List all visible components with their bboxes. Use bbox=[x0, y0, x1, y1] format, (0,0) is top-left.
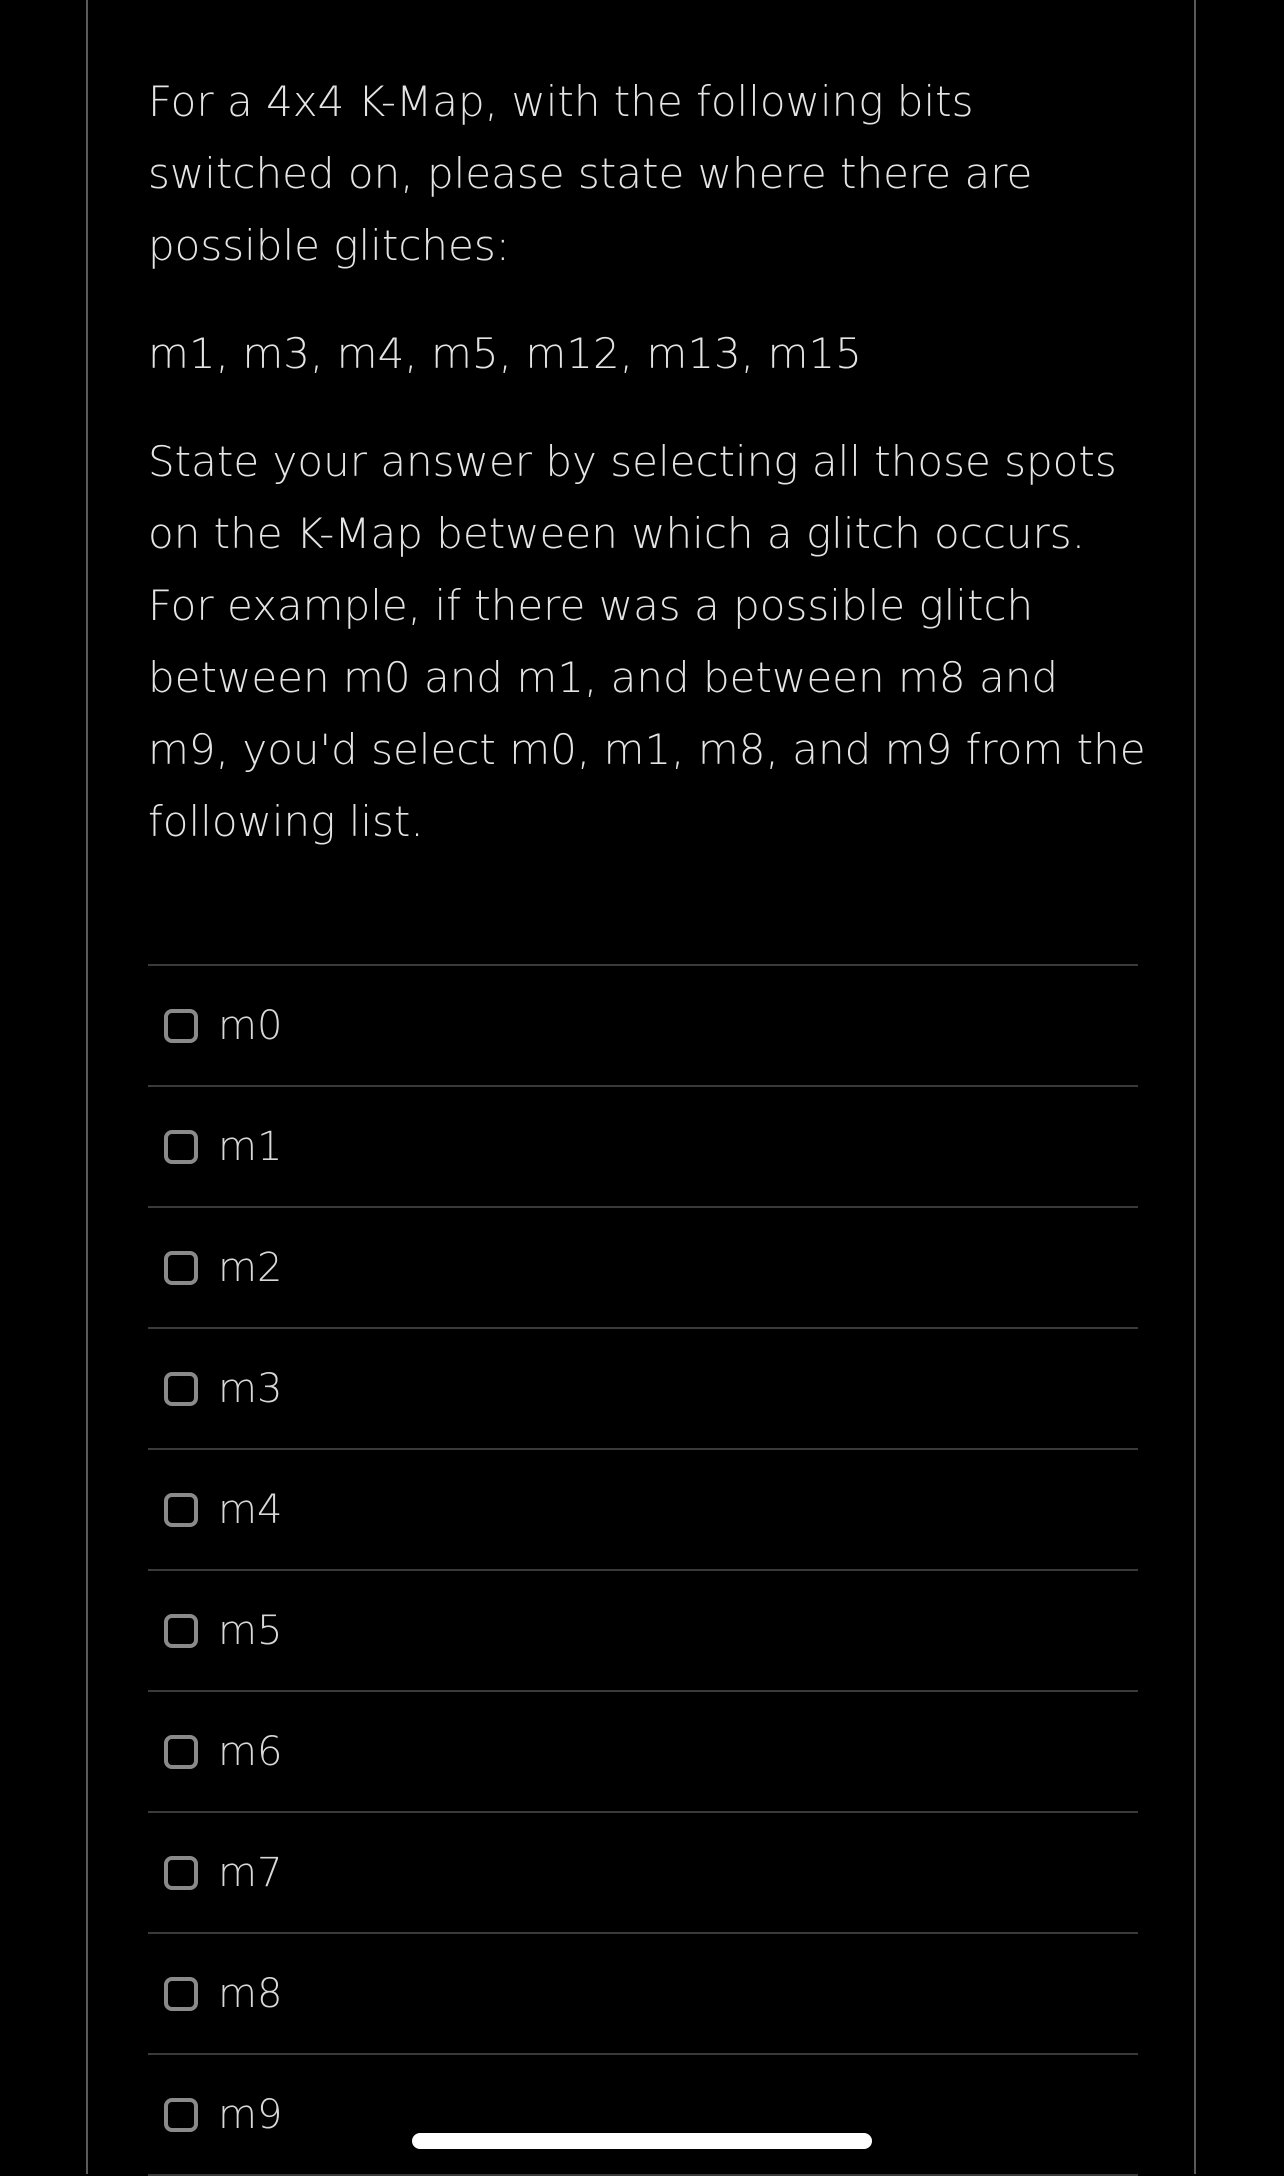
answer-option[interactable] bbox=[148, 964, 1138, 1085]
answer-option[interactable] bbox=[148, 1811, 1138, 1932]
option-label: m1 bbox=[218, 1123, 283, 1170]
answer-option[interactable] bbox=[148, 1569, 1138, 1690]
checkbox[interactable] bbox=[164, 1856, 198, 1890]
question-instructions: State your answer by selecting all those spots on the K-Map between which a glitch occurs. For example, if there was a possible glitch between m0 and m1, and between m8 and m9, you'd select m0, m1, m8, and m9 from the following list. bbox=[148, 437, 1146, 846]
option-label: m2 bbox=[218, 1244, 283, 1291]
answer-options-list bbox=[148, 964, 1138, 2176]
checkbox[interactable] bbox=[164, 1493, 198, 1527]
minterm-list: m1, m3, m4, m5, m12, m13, m15 bbox=[148, 329, 862, 378]
checkbox[interactable] bbox=[164, 1977, 198, 2011]
question-prompt: For a 4x4 K-Map, with the following bits switched on, please state where there are possible glitches: bbox=[148, 77, 1033, 270]
checkbox[interactable] bbox=[164, 1735, 198, 1769]
answer-option[interactable] bbox=[148, 1206, 1138, 1327]
option-label: m4 bbox=[218, 1486, 283, 1533]
option-label: m9 bbox=[218, 2091, 283, 2138]
option-label: m8 bbox=[218, 1970, 283, 2017]
answer-option[interactable] bbox=[148, 1327, 1138, 1448]
answer-option[interactable] bbox=[148, 1448, 1138, 1569]
option-label: m6 bbox=[218, 1728, 283, 1775]
checkbox[interactable] bbox=[164, 1009, 198, 1043]
checkbox[interactable] bbox=[164, 2098, 198, 2132]
checkbox[interactable] bbox=[164, 1372, 198, 1406]
option-label: m7 bbox=[218, 1849, 283, 1896]
answer-option[interactable] bbox=[148, 1085, 1138, 1206]
option-label: m5 bbox=[218, 1607, 283, 1654]
checkbox[interactable] bbox=[164, 1614, 198, 1648]
option-label: m0 bbox=[218, 1002, 283, 1049]
home-indicator[interactable] bbox=[412, 2133, 872, 2149]
answer-option[interactable] bbox=[148, 1932, 1138, 2053]
option-label: m3 bbox=[218, 1365, 283, 1412]
answer-option[interactable] bbox=[148, 2053, 1138, 2176]
answer-option[interactable] bbox=[148, 1690, 1138, 1811]
checkbox[interactable] bbox=[164, 1251, 198, 1285]
checkbox[interactable] bbox=[164, 1130, 198, 1164]
